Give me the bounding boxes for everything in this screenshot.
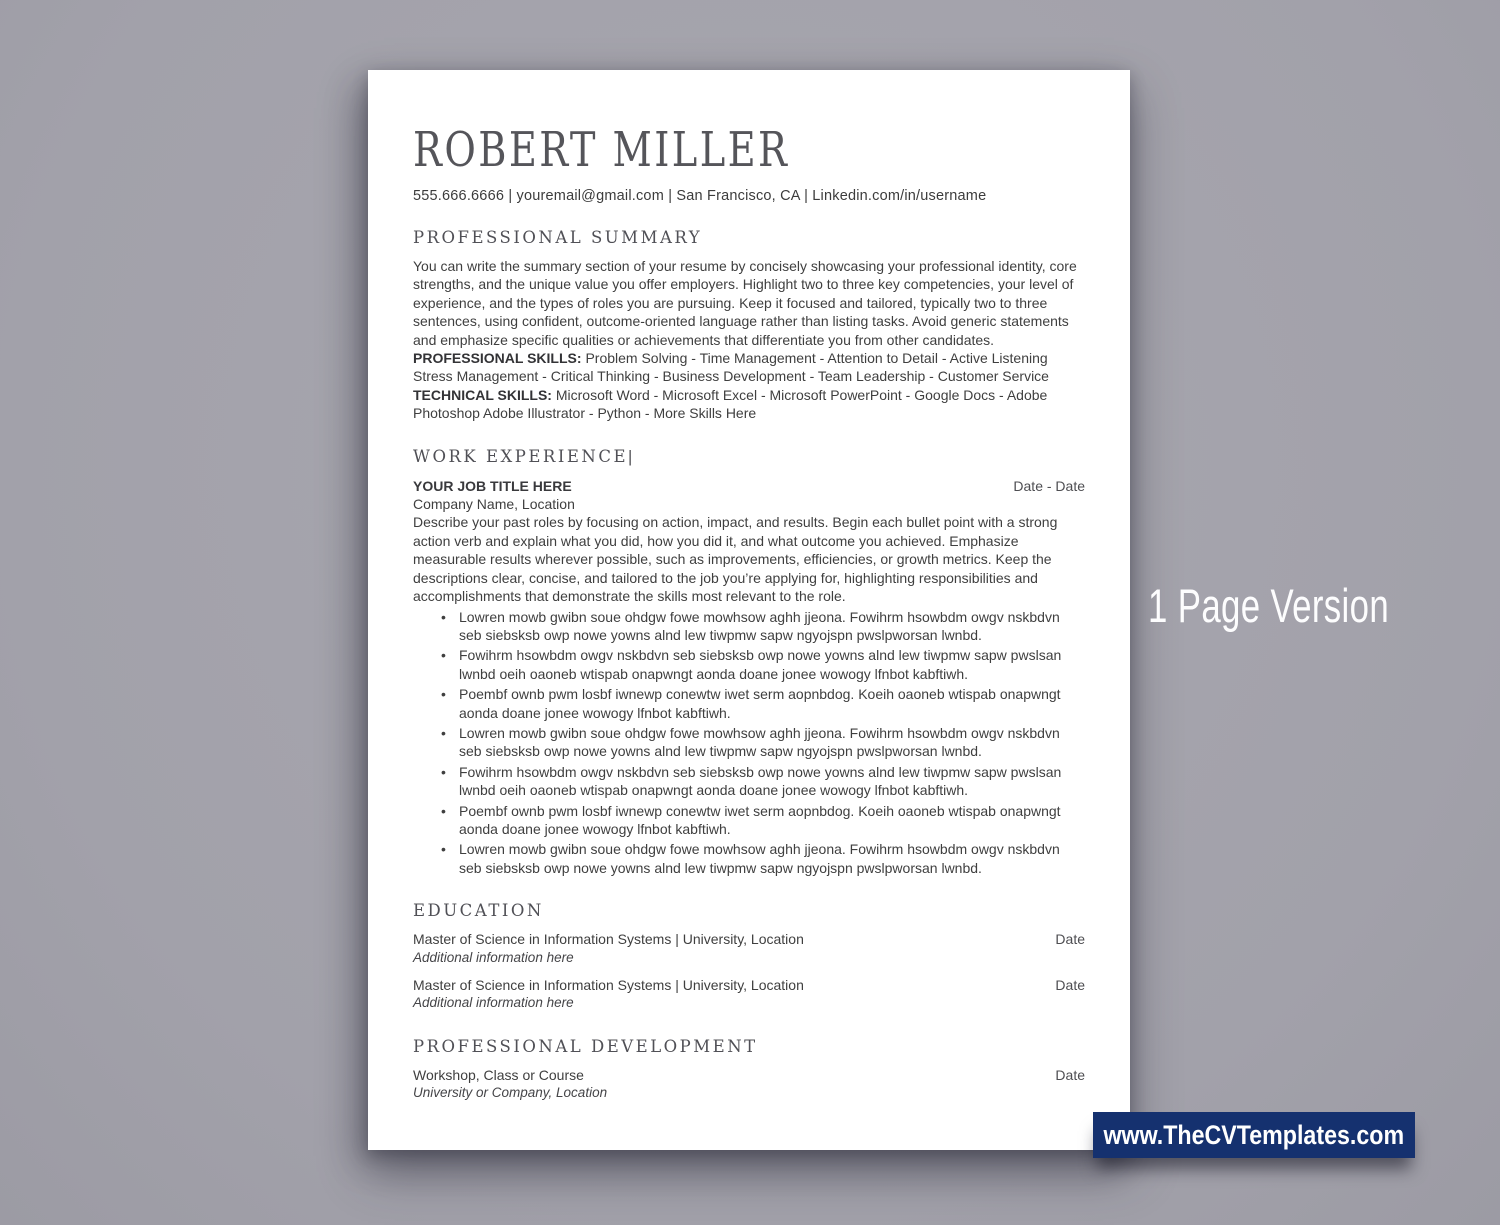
- resume-name: ROBERT MILLER: [413, 122, 790, 178]
- company-name: Company Name, Location: [413, 496, 575, 513]
- section-heading-professional-development: PROFESSIONAL DEVELOPMENT: [413, 1036, 758, 1056]
- technical-skills-label: TECHNICAL SKILLS:: [413, 386, 552, 403]
- development-row: [413, 1066, 1085, 1084]
- education-row: [413, 930, 1085, 948]
- job-bullet-list: [413, 608, 1085, 878]
- job-bullet: • Lowren mowb gwibn soue ohdgw fowe mowhsow aghh jjeona. Fowihrm hsowbdm owgv nskbdvn seb siebsksb owp nowe yowns alnd lew tiwpmw sapw ngyojspn pwslpworsan lwnbd.: [413, 608, 1085, 645]
- website-url: www.TheCVTemplates.com: [1103, 1119, 1405, 1150]
- education-date: Date: [1055, 931, 1085, 948]
- job-date-range: Date - Date: [1013, 477, 1085, 494]
- job-bullet: • Poembf ownb pwm losbf iwnewp conewtw iwet serm aopnbdog. Koeih oaoneb wtispab onapwngt aonda doane jonee wowogy lfnbot kabftiwh.: [413, 802, 1085, 839]
- summary-paragraph: You can write the summary section of your resume by concisely showcasing your professional identity, core strengths, and the unique value you offer employers. Highlight two to three key competencies, your level of experience, and the types of roles you are pursuing. Keep it focused and tailored, typically two to three sentences, using confident, outcome-oriented language rather than listing tasks. Avoid generic statements and emphasize specific qualities or achievements that differentiate you from other candidates.: [413, 258, 1077, 348]
- section-heading-education: EDUCATION: [413, 901, 544, 921]
- contact-line: 555.666.6666 | youremail@gmail.com | San Francisco, CA | Linkedin.com/in/username: [413, 188, 987, 204]
- job-title: YOUR JOB TITLE HERE: [413, 477, 572, 494]
- education-date: Date: [1055, 977, 1085, 993]
- job-description: Describe your past roles by focusing on action, impact, and results. Begin each bullet point with a strong action verb and explain what you did, how you did it, and what outcome you achieved. Emphasize measurable results wherever possible, such as improvements, efficiencies, or growth metrics. Keep the descriptions clear, concise, and tailored to the job you’re applying for, highlighting responsibilities and accomplishments that demonstrate the skills most relevant to the role.: [413, 514, 1058, 605]
- education-row: [413, 976, 1085, 994]
- education-info: Additional information here: [413, 949, 574, 965]
- professional-skills-list: Problem Solving - Time Management - Attention to Detail - Active Listening Stress Management - Critical Thinking - Business Development - Team Leadership - Customer Service: [413, 350, 1049, 385]
- website-banner: [1093, 1112, 1415, 1158]
- text-cursor: |: [628, 447, 633, 466]
- professional-skills-label: PROFESSIONAL SKILLS:: [413, 350, 582, 367]
- job-bullet: • Lowren mowb gwibn soue ohdgw fowe mowhsow aghh jjeona. Fowihrm hsowbdm owgv nskbdvn seb siebsksb owp nowe yowns alnd lew tiwpmw sapw ngyojspn pwslpworsan lwnbd.: [413, 840, 1085, 877]
- section-heading-work-experience: WORK EXPERIENCE|: [413, 446, 633, 466]
- education-entry: [413, 930, 1085, 967]
- job-bullet: • Lowren mowb gwibn soue ohdgw fowe mowhsow aghh jjeona. Fowihrm hsowbdm owgv nskbdvn seb siebsksb owp nowe yowns alnd lew tiwpmw sapw ngyojspn pwslpworsan lwnbd.: [413, 724, 1085, 761]
- development-date: Date: [1055, 1066, 1085, 1083]
- version-watermark: 1 Page Version: [1148, 579, 1390, 632]
- education-entry: [413, 976, 1085, 1013]
- development-info: University or Company, Location: [413, 1085, 608, 1101]
- job-bullet: • Poembf ownb pwm losbf iwnewp conewtw iwet serm aopnbdog. Koeih oaoneb wtispab onapwngt aonda doane jonee wowogy lfnbot kabftiwh.: [413, 685, 1085, 722]
- section-heading-professional-summary: PROFESSIONAL SUMMARY: [413, 228, 703, 247]
- job-bullet: • Fowihrm hsowbdm owgv nskbdvn seb siebsksb owp nowe yowns alnd lew tiwpmw sapw pwslsan lwnbd oeih oaoneb wtispab onapwngt aonda doane jonee wowogy lfnbot kabftiwh.: [413, 646, 1085, 683]
- job-bullet: • Fowihrm hsowbdm owgv nskbdvn seb siebsksb owp nowe yowns alnd lew tiwpmw sapw pwslsan lwnbd oeih oaoneb wtispab onapwngt aonda doane jonee wowogy lfnbot kabftiwh.: [413, 763, 1085, 800]
- development-entry: [413, 1066, 1085, 1103]
- education-info: Additional information here: [413, 995, 574, 1011]
- education-degree: Master of Science in Information Systems | University, Location: [413, 977, 804, 993]
- skills-paragraph: [413, 349, 1085, 423]
- job-header-row: [413, 477, 1085, 495]
- education-degree: Master of Science in Information Systems | University, Location: [413, 931, 804, 948]
- technical-skills-list: Microsoft Word - Microsoft Excel - Microsoft PowerPoint - Google Docs - Adobe Photoshop Adobe Illustrator - Python - More Skills Here: [413, 386, 1048, 422]
- development-title: Workshop, Class or Course: [413, 1066, 584, 1083]
- resume-page: [368, 70, 1130, 1150]
